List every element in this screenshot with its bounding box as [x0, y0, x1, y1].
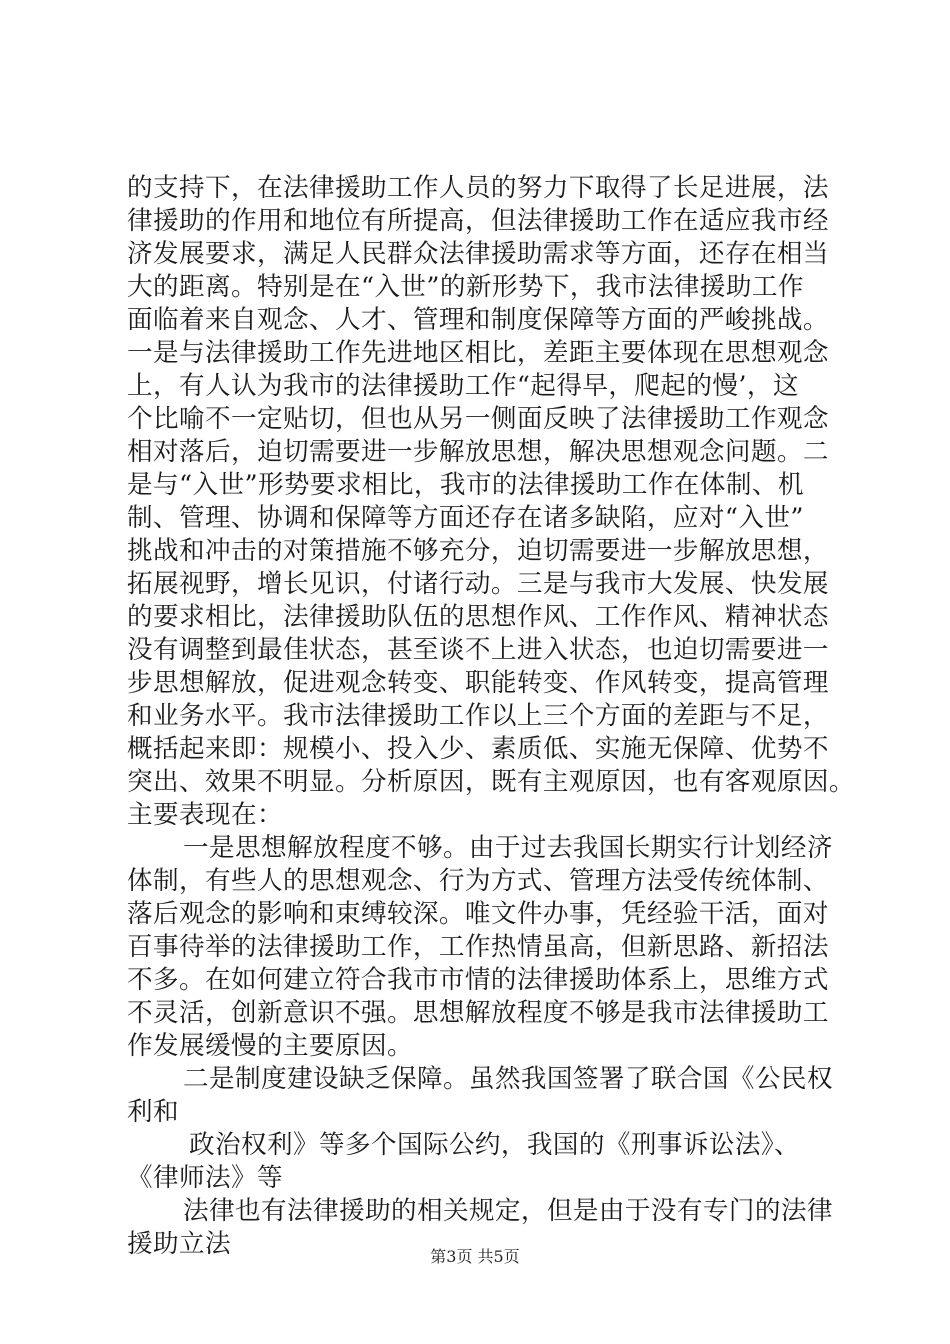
body-text — [127, 172, 855, 1261]
text-line: 没有调整到最佳状态，甚至谈不上进入状态，也迫切需要进一 — [127, 635, 829, 665]
text-line: 大的距离。特别是在“入世”的新形势下，我市法律援助工作 — [127, 272, 804, 302]
text-line: 一是思想解放程度不够。由于过去我国长期实行计划经济 — [183, 833, 833, 863]
text-line: 不灵活，创新意识不强。思想解放程度不够是我市法律援助工 — [127, 998, 829, 1028]
text-line: 政治权利》等多个国际公约，我国的《刑事诉讼法》、 — [189, 1130, 801, 1160]
page-footer: 第3页 共5页 — [430, 1247, 520, 1266]
text-line: 作发展缓慢的主要原因。 — [127, 1031, 413, 1061]
text-line: 一是与法律援助工作先进地区相比，差距主要体现在思想观念 — [127, 338, 829, 368]
text-line: 步思想解放，促进观念转变、职能转变、作风转变，提高管理 — [127, 668, 829, 698]
text-line: 上，有人认为我市的法律援助工作“起得早，爬起的慢’，这 — [127, 371, 799, 401]
text-line: 济发展要求，满足人民群众法律援助需求等方面，还存在相当 — [127, 239, 829, 269]
text-line: 和业务水平。我市法律援助工作以上三个方面的差距与不足， — [127, 701, 829, 731]
text-line: 拓展视野，增长见识，付诸行动。三是与我市大发展、快发展 — [127, 569, 829, 599]
text-line: 的支持下，在法律援助工作人员的努力下取得了长足进展，法 — [127, 173, 829, 203]
text-line: 挑战和冲击的对策措施不够充分，迫切需要进一步解放思想， — [127, 536, 829, 566]
text-line: 突出、效果不明显。分析原因，既有主观原因，也有客观原因。 — [127, 767, 855, 797]
text-line: 概括起来即：规模小、投入少、素质低、实施无保障、优势不 — [127, 734, 829, 764]
text-line: 个比喻不一定贴切，但也从另一侧面反映了法律援助工作观念 — [127, 404, 829, 434]
text-line: 制、管理、协调和保障等方面还存在诸多缺陷，应对“入世” — [127, 503, 804, 533]
text-line: 是与“入世”形势要求相比，我市的法律援助工作在体制、机 — [127, 470, 804, 500]
text-line: 面临着来自观念、人才、管理和制度保障等方面的严峻挑战。 — [127, 305, 829, 335]
text-line: 的要求相比，法律援助队伍的思想作风、工作作风、精神状态 — [127, 602, 829, 632]
text-line: 律援助的作用和地位有所提高，但法律援助工作在适应我市经 — [127, 206, 829, 236]
text-line: 百事待举的法律援助工作，工作热情虽高，但新思路、新招法 — [127, 932, 829, 962]
text-line: 落后观念的影响和束缚较深。唯文件办事，凭经验干活，面对 — [127, 899, 829, 929]
text-line: 援助立法 — [127, 1229, 231, 1259]
text-line: 法律也有法律援助的相关规定，但是由于没有专门的法律 — [183, 1196, 833, 1226]
text-line: 利和 — [127, 1097, 179, 1127]
text-line: 《律师法》等 — [127, 1163, 283, 1193]
text-line: 相对落后，迫切需要进一步解放思想，解决思想观念问题。二 — [127, 437, 829, 467]
text-line: 主要表现在： — [127, 800, 283, 830]
text-line: 不多。在如何建立符合我市市情的法律援助体系上，思维方式 — [127, 965, 829, 995]
text-line: 二是制度建设缺乏保障。虽然我国签署了联合国《公民权 — [183, 1064, 833, 1094]
text-line: 体制，有些人的思想观念、行为方式、管理方法受传统体制、 — [127, 866, 829, 896]
